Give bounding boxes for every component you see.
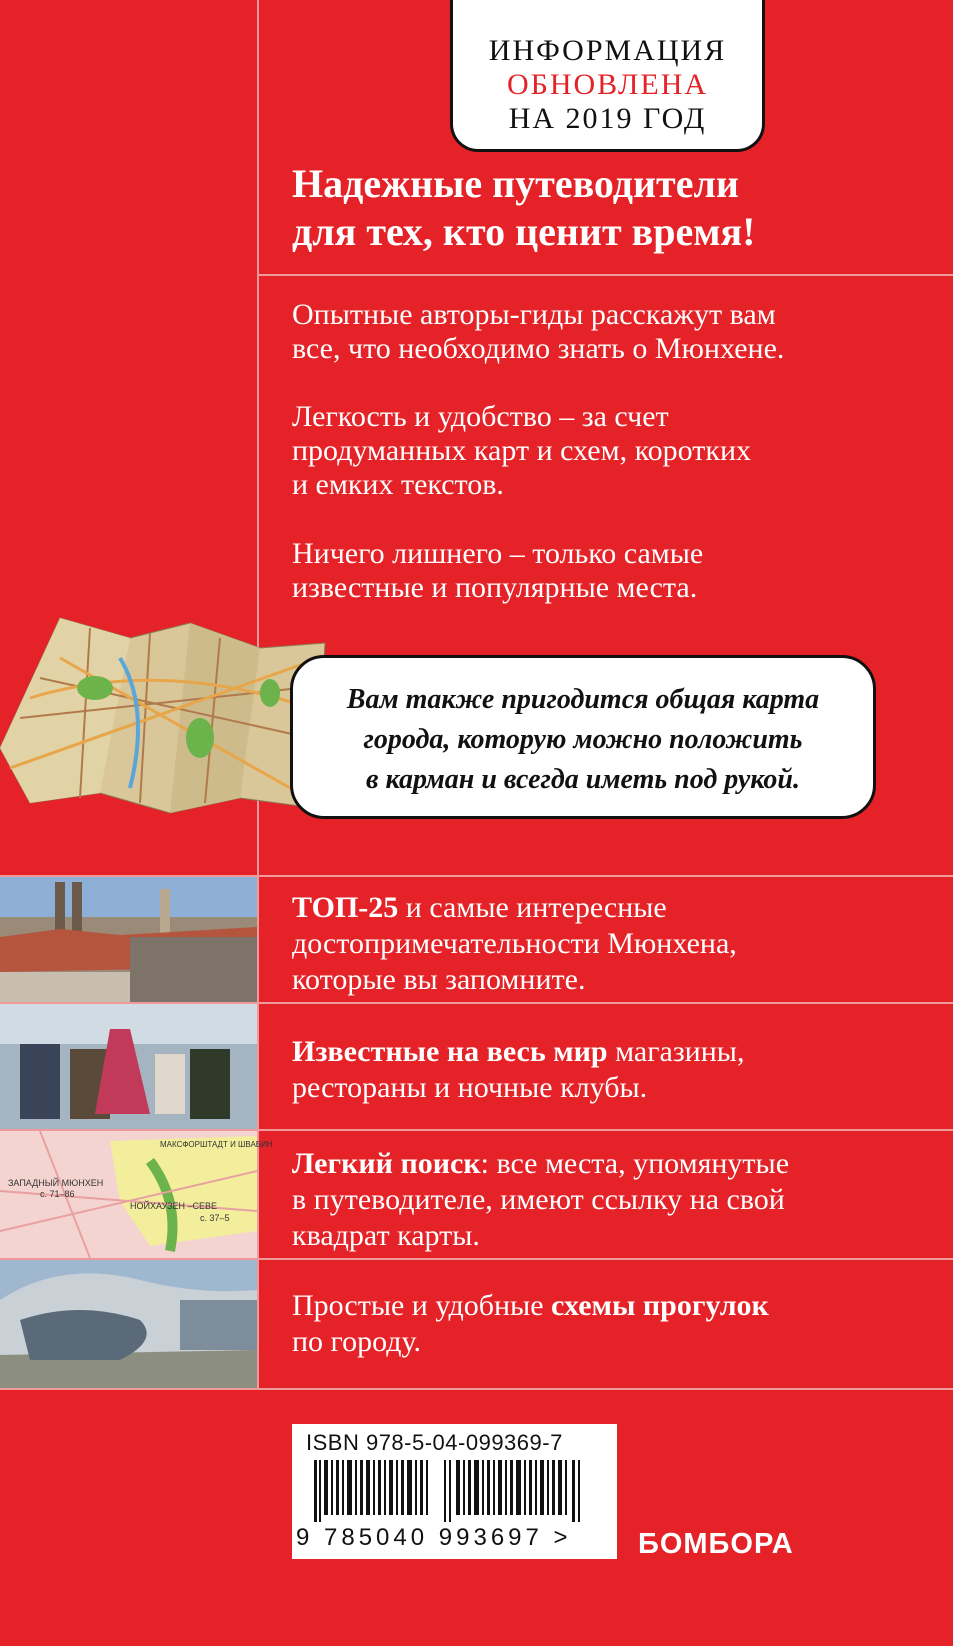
- slogan-line-2: для тех, кто ценит время!: [292, 209, 756, 254]
- map-label-west: ЗАПАДНЫЙ МЮНХЕН: [8, 1178, 104, 1188]
- barcode-digits: 9 785040 993697 >: [296, 1524, 572, 1551]
- feature-walks: [292, 1288, 932, 1360]
- modern-building-photo: [0, 1260, 257, 1388]
- map-label-north-pages: с. 37–5: [200, 1213, 230, 1223]
- callout-line: Вам также пригодится общая карта: [346, 684, 820, 715]
- feature-highlight: Легкий поиск: [292, 1147, 481, 1180]
- feature-highlight: схемы прогулок: [551, 1289, 769, 1322]
- feature-text: магазины,: [607, 1035, 745, 1068]
- paragraph-line: Ничего лишнего – только самые: [292, 537, 704, 570]
- paragraph-essentials: [292, 537, 932, 605]
- feature-text: по городу.: [292, 1325, 422, 1358]
- shop-window-photo: [0, 1004, 257, 1129]
- feature-text: квадрат карты.: [292, 1219, 480, 1252]
- folded-city-map-image: [0, 598, 330, 816]
- district-map-thumbnail: [0, 1131, 273, 1258]
- callout-line: в карман и всегда иметь под рукой.: [366, 764, 800, 795]
- divider-features-bottom: [0, 1388, 953, 1390]
- paragraph-line: Легкость и удобство – за счет: [292, 400, 669, 433]
- paragraph-line: Опытные авторы-гиды расскажут вам: [292, 298, 776, 331]
- paragraph-convenience: [292, 400, 932, 502]
- feature-highlight: ТОП-25: [292, 891, 399, 924]
- paragraph-authors: [292, 298, 932, 366]
- paragraph-line: все, что необходимо знать о Мюнхене.: [292, 332, 785, 365]
- callout-line: города, которую можно положить: [363, 724, 803, 755]
- feature-text: рестораны и ночные клубы.: [292, 1071, 648, 1104]
- divider-after-slogan: [258, 274, 953, 276]
- slogan-line-1: Надежные путеводители: [292, 161, 739, 206]
- updated-info-badge: [450, 0, 765, 152]
- badge-line-3: НА 2019 ГОД: [508, 102, 707, 135]
- slogan: [292, 160, 932, 256]
- feature-text: : все места, упомянутые: [480, 1147, 790, 1180]
- paragraph-line: продуманных карт и схем, коротких: [292, 434, 751, 467]
- badge-line-2: ОБНОВЛЕНА: [506, 68, 709, 101]
- barcode-bars: [314, 1460, 584, 1522]
- feature-top25: [292, 890, 932, 998]
- map-label-top: МАКСФОРШТАДТ И ШВАБИН: [160, 1140, 273, 1149]
- paragraph-line: известные и популярные места.: [292, 571, 698, 604]
- map-label-north: НОЙХАУЗЕН –СЕВЕ: [130, 1201, 218, 1211]
- city-map-callout: [290, 655, 876, 819]
- feature-text: и самые интересные: [398, 891, 667, 924]
- isbn-barcode: [292, 1424, 617, 1559]
- isbn-text: ISBN 978-5-04-099369-7: [306, 1430, 563, 1455]
- feature-highlight: Известные на весь мир: [292, 1035, 608, 1068]
- feature-shops: [292, 1034, 932, 1106]
- badge-line-1: ИНФОРМАЦИЯ: [488, 34, 727, 67]
- map-label-west-pages: с. 71–86: [40, 1189, 75, 1199]
- feature-text: Простые и удобные: [292, 1289, 552, 1322]
- paragraph-line: и емких текстов.: [292, 468, 504, 501]
- publisher-logo: БОМБОРА: [638, 1528, 794, 1560]
- feature-text: достопримечательности Мюнхена,: [292, 927, 737, 960]
- feature-text: в путеводителе, имеют ссылку на свой: [292, 1183, 785, 1216]
- munich-skyline-photo: [0, 877, 257, 1002]
- feature-search: [292, 1146, 932, 1254]
- feature-text: которые вы запомните.: [292, 963, 586, 996]
